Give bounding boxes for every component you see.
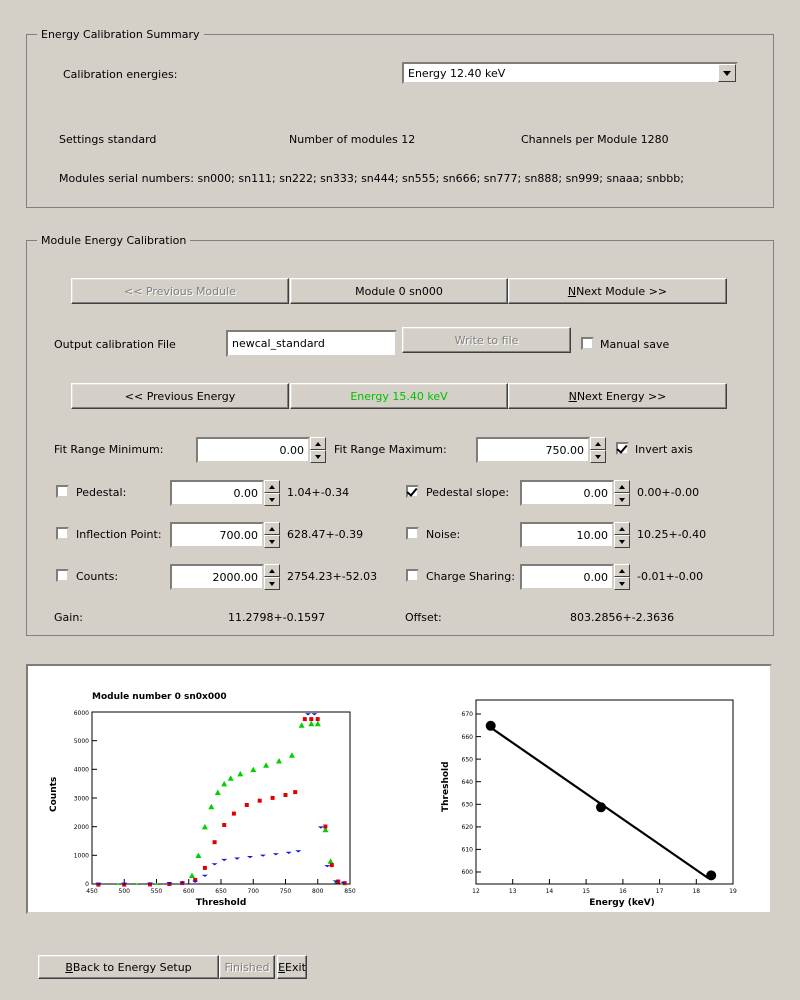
gain-value: 11.2798+-0.1597 xyxy=(228,611,326,624)
svg-text:1000: 1000 xyxy=(73,852,89,860)
svg-text:550: 550 xyxy=(150,888,163,895)
inflection-point-label: Inflection Point: xyxy=(76,528,162,541)
previous-module-button[interactable]: << Previous Module xyxy=(71,278,289,304)
svg-text:650: 650 xyxy=(461,756,473,764)
counts-up[interactable] xyxy=(264,564,280,577)
svg-text:750: 750 xyxy=(279,888,292,895)
pedestal-stepper[interactable] xyxy=(170,480,280,506)
calibration-energies-combo[interactable] xyxy=(402,62,738,84)
counts-label: Counts: xyxy=(76,570,119,583)
charge-sharing-result: -0.01+-0.00 xyxy=(637,570,704,583)
fit-range-minimum-stepper[interactable] xyxy=(196,437,326,463)
svg-text:500: 500 xyxy=(118,888,130,895)
next-module-label: Next Module >> xyxy=(576,284,668,298)
svg-text:6000: 6000 xyxy=(73,710,89,717)
charge-sharing-value[interactable]: 0.00 xyxy=(520,564,614,590)
pedestal-up[interactable] xyxy=(264,480,280,493)
fit-range-maximum-down[interactable] xyxy=(590,450,606,463)
pedestal-slope-checkbox[interactable] xyxy=(406,485,419,498)
noise-checkbox[interactable] xyxy=(406,527,419,540)
settings-label: Settings standard xyxy=(59,133,157,146)
invert-axis-checkbox[interactable] xyxy=(616,442,629,455)
noise-down[interactable] xyxy=(614,535,630,548)
noise-value[interactable]: 10.00 xyxy=(520,522,614,548)
svg-text:4000: 4000 xyxy=(73,766,89,774)
finished-button[interactable]: Finished xyxy=(219,955,275,979)
svg-text:2000: 2000 xyxy=(73,824,89,831)
svg-text:660: 660 xyxy=(461,733,473,741)
pedestal-slope-value[interactable]: 0.00 xyxy=(520,480,614,506)
svg-text:0: 0 xyxy=(85,881,89,888)
svg-text:14: 14 xyxy=(545,888,554,895)
fit-range-maximum-up[interactable] xyxy=(590,437,606,450)
inflection-point-result: 628.47+-0.39 xyxy=(287,528,364,541)
calibration-energies-value: Energy 12.40 keV xyxy=(408,66,506,80)
left-plot-title: Module number 0 sn0x000 xyxy=(92,692,227,702)
manual-save-checkbox[interactable] xyxy=(581,337,594,350)
next-energy-button[interactable]: N Next Energy >> xyxy=(508,383,727,409)
counts-checkbox[interactable] xyxy=(56,569,69,582)
noise-up[interactable] xyxy=(614,522,630,535)
back-to-energy-setup-button[interactable]: B Back to Energy Setup xyxy=(38,955,219,979)
svg-text:630: 630 xyxy=(461,801,473,809)
fit-range-minimum-up[interactable] xyxy=(310,437,326,450)
svg-text:850: 850 xyxy=(344,888,356,895)
pedestal-checkbox[interactable] xyxy=(56,485,69,498)
summary-group-title: Energy Calibration Summary xyxy=(37,28,204,41)
counts-stepper[interactable] xyxy=(170,564,280,590)
svg-text:19: 19 xyxy=(729,888,737,895)
next-energy-label: Next Energy >> xyxy=(576,389,667,403)
noise-label: Noise: xyxy=(426,528,461,541)
svg-text:600: 600 xyxy=(183,888,195,895)
inflection-point-checkbox[interactable] xyxy=(56,527,69,540)
output-calibration-file-label: Output calibration File xyxy=(54,338,176,351)
previous-energy-button[interactable]: << Previous Energy xyxy=(71,383,289,409)
svg-text:650: 650 xyxy=(215,888,227,895)
gain-label: Gain: xyxy=(54,611,83,624)
inflection-point-value[interactable]: 700.00 xyxy=(170,522,264,548)
charge-sharing-down[interactable] xyxy=(614,577,630,590)
inflection-point-up[interactable] xyxy=(264,522,280,535)
inflection-point-down[interactable] xyxy=(264,535,280,548)
counts-result: 2754.23+-52.03 xyxy=(287,570,378,583)
charge-sharing-up[interactable] xyxy=(614,564,630,577)
invert-axis-label: Invert axis xyxy=(635,443,693,456)
offset-value: 803.2856+-2.3636 xyxy=(570,611,675,624)
svg-text:640: 640 xyxy=(461,778,473,786)
fit-range-minimum-label: Fit Range Minimum: xyxy=(54,443,164,456)
svg-text:18: 18 xyxy=(692,888,701,895)
left-plot-xlabel: Threshold xyxy=(195,898,247,908)
module-serial-numbers-label: Modules serial numbers: sn000; sn111; sn222; sn333; sn444; sn555; sn666; sn777; sn888; sn999; snaaa; snbbb; xyxy=(59,172,684,185)
pedestal-slope-down[interactable] xyxy=(614,493,630,506)
right-plot-xlabel: Energy (keV) xyxy=(589,898,655,908)
calibration-energies-label: Calibration energies: xyxy=(63,68,178,81)
noise-stepper[interactable] xyxy=(520,522,630,548)
svg-text:670: 670 xyxy=(461,711,473,719)
number-of-modules-label: Number of modules 12 xyxy=(289,133,416,146)
back-button-label: Back to Energy Setup xyxy=(72,960,192,974)
pedestal-down[interactable] xyxy=(264,493,280,506)
svg-text:5000: 5000 xyxy=(73,738,89,745)
svg-text:3000: 3000 xyxy=(73,795,89,803)
plots-panel xyxy=(26,664,772,914)
write-to-file-button[interactable]: Write to file xyxy=(402,327,571,353)
counts-vs-threshold-svg xyxy=(34,672,364,908)
svg-text:13: 13 xyxy=(508,888,517,895)
pedestal-result: 1.04+-0.34 xyxy=(287,486,350,499)
fit-range-minimum-down[interactable] xyxy=(310,450,326,463)
svg-text:600: 600 xyxy=(461,869,473,876)
threshold-vs-energy-plot xyxy=(426,672,756,908)
svg-text:800: 800 xyxy=(312,888,324,895)
charge-sharing-stepper[interactable] xyxy=(520,564,630,590)
inflection-point-stepper[interactable] xyxy=(170,522,280,548)
current-energy-button[interactable]: Energy 15.40 keV xyxy=(290,383,508,409)
pedestal-slope-label: Pedestal slope: xyxy=(426,486,510,499)
output-calibration-file-input[interactable]: newcal_standard xyxy=(226,330,397,357)
svg-text:700: 700 xyxy=(247,888,259,895)
exit-button[interactable]: E Exit xyxy=(277,955,307,979)
counts-value[interactable]: 2000.00 xyxy=(170,564,264,590)
next-module-button[interactable]: N Next Module >> xyxy=(508,278,727,304)
svg-text:12: 12 xyxy=(472,888,480,895)
pedestal-slope-result: 0.00+-0.00 xyxy=(637,486,700,499)
channels-per-module-label: Channels per Module 1280 xyxy=(521,133,669,146)
manual-save-label: Manual save xyxy=(600,338,670,351)
svg-text:450: 450 xyxy=(86,888,98,895)
svg-text:620: 620 xyxy=(461,824,473,832)
module-cal-group-title: Module Energy Calibration xyxy=(37,234,190,247)
current-module-button[interactable]: Module 0 sn000 xyxy=(290,278,508,304)
chevron-down-icon[interactable] xyxy=(718,64,736,82)
svg-text:15: 15 xyxy=(582,888,590,895)
counts-vs-threshold-plot xyxy=(34,672,364,908)
noise-result: 10.25+-0.40 xyxy=(637,528,707,541)
pedestal-slope-stepper[interactable] xyxy=(520,480,630,506)
fit-range-maximum-value[interactable]: 750.00 xyxy=(476,437,590,463)
fit-range-maximum-label: Fit Range Maximum: xyxy=(334,443,447,456)
pedestal-slope-up[interactable] xyxy=(614,480,630,493)
charge-sharing-checkbox[interactable] xyxy=(406,569,419,582)
left-plot-ylabel: Counts xyxy=(49,776,59,812)
svg-text:17: 17 xyxy=(655,888,664,895)
offset-label: Offset: xyxy=(405,611,442,624)
svg-text:16: 16 xyxy=(619,888,627,895)
exit-button-label: Exit xyxy=(285,960,306,974)
pedestal-value[interactable]: 0.00 xyxy=(170,480,264,506)
fit-range-minimum-value[interactable]: 0.00 xyxy=(196,437,310,463)
svg-text:610: 610 xyxy=(461,846,473,854)
fit-range-maximum-stepper[interactable] xyxy=(476,437,606,463)
pedestal-label: Pedestal: xyxy=(76,486,127,499)
threshold-vs-energy-svg xyxy=(426,672,756,908)
right-plot-ylabel: Threshold xyxy=(441,761,451,812)
charge-sharing-label: Charge Sharing: xyxy=(426,570,515,583)
counts-down[interactable] xyxy=(264,577,280,590)
